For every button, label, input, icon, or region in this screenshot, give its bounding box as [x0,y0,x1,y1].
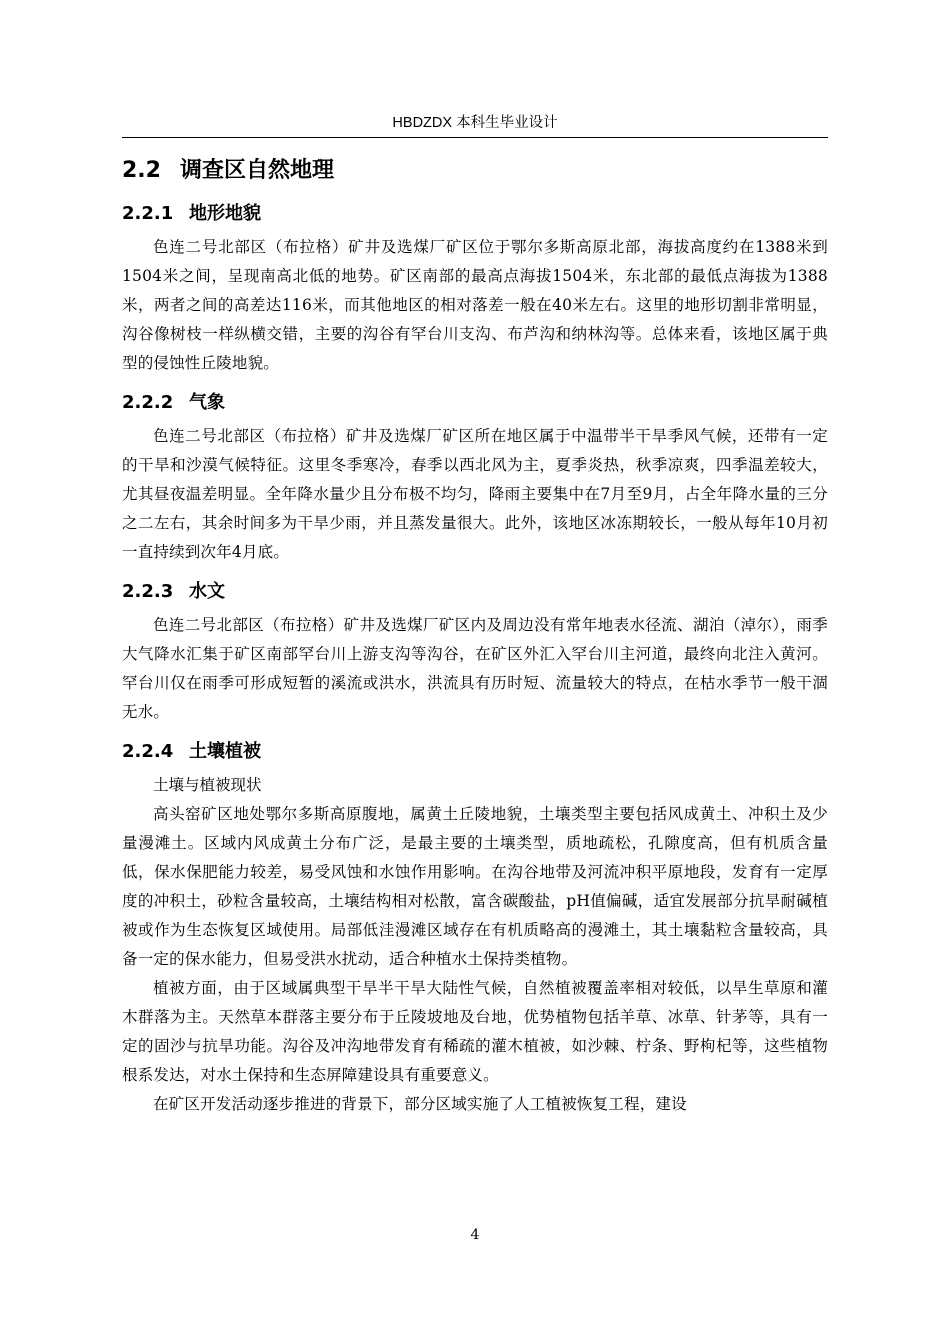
paragraph-hydrology: 色连二号北部区（布拉格）矿井及选煤厂矿区内及周边没有常年地表水径流、湖泊（淖尔），雨季大气降水汇集于矿区南部罕台川上游支沟等沟谷，在矿区外汇入罕台川主河道，最终向北注入黄河。罕台川仅在雨季可形成短暂的溪流或洪水，洪流具有历时短、流量较大的特点，在枯水季节一般干涸无水。 [122,616,828,721]
subsection-number: 2.2.1 [122,203,174,224]
subsection-heading-climate [122,384,828,422]
subsection-number: 2.2.2 [122,392,174,413]
subsection-title: 地形地貌 [189,203,261,224]
paragraph-vegetation: 植被方面，由于区域属典型干旱半干旱大陆性气候，自然植被覆盖率相对较低，以旱生草原和灌木群落为主。天然草本群落主要分布于丘陵坡地及台地，优势植物包括羊草、冰草、针茅等，具有一定的固沙与抗旱功能。沟谷及冲沟地带发育有稀疏的灌木植被，如沙棘、柠条、野枸杞等，这些植物根系发达，对水土保持和生态屏障建设具有重要意义。 [122,979,828,1084]
subsection-title: 土壤植被 [189,741,261,762]
running-header: HBDZDX 本科生毕业设计 [392,115,558,131]
header-rule [122,137,828,138]
subsection-heading-hydrology [122,573,828,611]
page-content [122,150,828,1119]
paragraph-subheading: 土壤与植被现状 [153,776,262,794]
section-heading [122,150,828,192]
subsection-number: 2.2.4 [122,741,174,762]
paragraph-climate: 色连二号北部区（布拉格）矿井及选煤厂矿区所在地区属于中温带半干旱季风气候，还带有一定的干旱和沙漠气候特征。这里冬季寒冷，春季以西北风为主，夏季炎热，秋季凉爽，四季温差较大，尤其昼夜温差明显。全年降水量少且分布极不均匀，降雨主要集中在7月至9月，占全年降水量的三分之二左右，其余时间多为干旱少雨，并且蒸发量很大。此外，该地区冰冻期较长，一般从每年10月初一直持续到次年4月底。 [122,427,828,561]
subsection-heading-terrain [122,195,828,233]
section-title: 调查区自然地理 [180,158,335,183]
subsection-heading-soil-vegetation [122,733,828,771]
section-number: 2.2 [122,158,161,183]
page-number: 4 [470,1227,480,1243]
paragraph-terrain: 色连二号北部区（布拉格）矿井及选煤厂矿区位于鄂尔多斯高原北部，海拔高度约在1388米到1504米之间，呈现南高北低的地势。矿区南部的最高点海拔1504米，东北部的最低点海拔为1388米，两者之间的高差达116米，而其他地区的相对落差一般在40米左右。这里的地形切割非常明显，沟谷像树枝一样纵横交错，主要的沟谷有罕台川支沟、布芦沟和纳林沟等。总体来看，该地区属于典型的侵蚀性丘陵地貌。 [122,238,828,372]
subsection-title: 水文 [189,581,225,602]
subsection-title: 气象 [189,392,225,413]
paragraph-restoration: 在矿区开发活动逐步推进的背景下，部分区域实施了人工植被恢复工程，建设 [153,1095,687,1113]
subsection-number: 2.2.3 [122,581,174,602]
paragraph-soil: 高头窑矿区地处鄂尔多斯高原腹地，属黄土丘陵地貌，土壤类型主要包括风成黄土、冲积土及少量漫滩土。区域内风成黄土分布广泛，是最主要的土壤类型，质地疏松，孔隙度高，但有机质含量低，保水保肥能力较差，易受风蚀和水蚀作用影响。在沟谷地带及河流冲积平原地段，发育有一定厚度的冲积土，砂粒含量较高，土壤结构相对松散，富含碳酸盐，pH值偏碱，适宜发展部分抗旱耐碱植被或作为生态恢复区域使用。局部低洼漫滩区域存在有机质略高的漫滩土，其土壤黏粒含量较高，具备一定的保水能力，但易受洪水扰动，适合种植水土保持类植物。 [122,805,828,968]
